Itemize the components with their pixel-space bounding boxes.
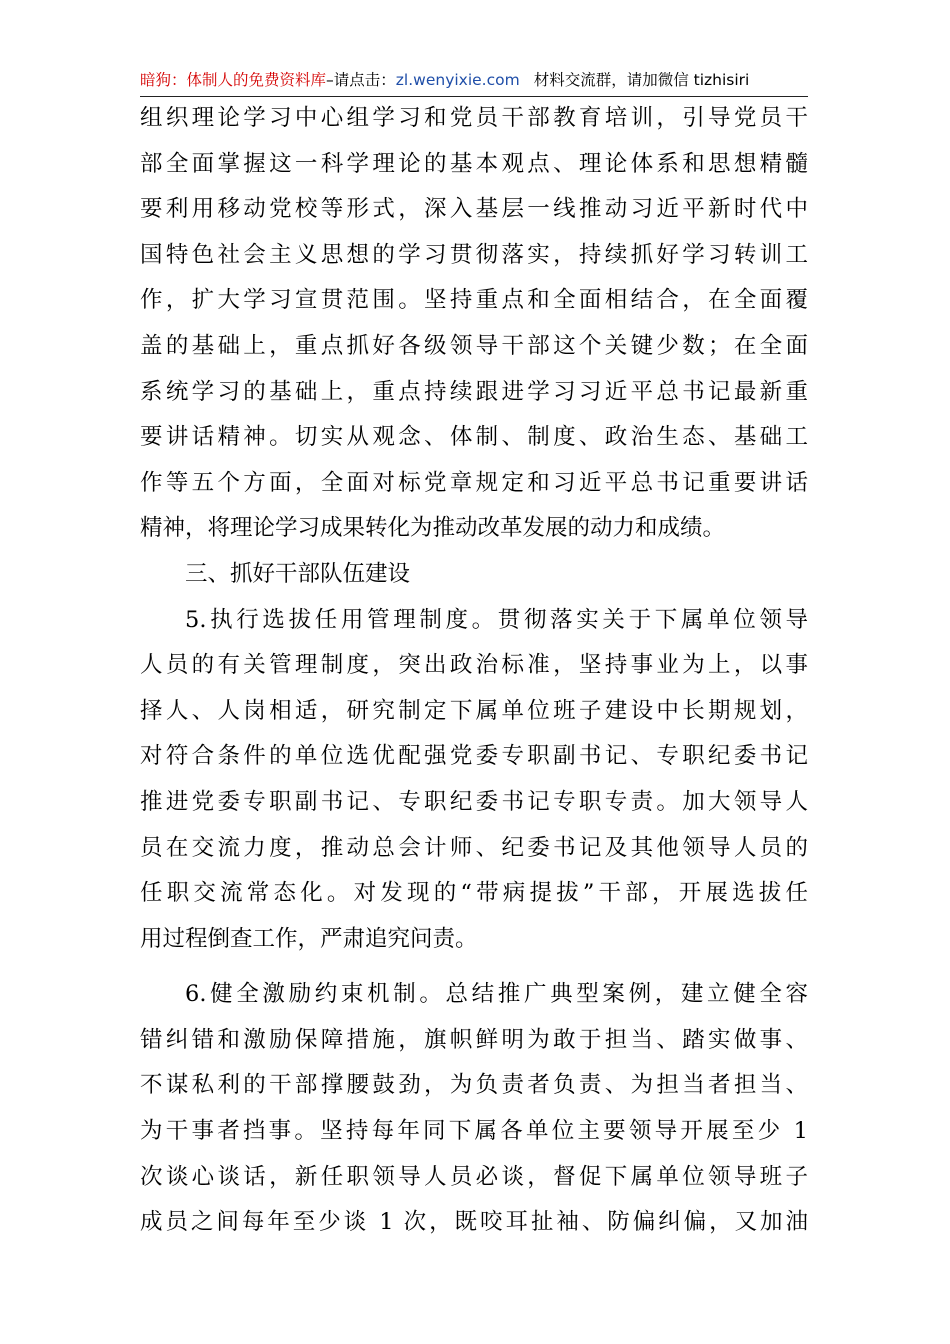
body-text [140,96,808,1246]
text-line: 作，扩大学习宣贯范围。坚持重点和全面相结合，在全面覆 [140,287,808,314]
text-line: 任职交流常态化。对发现的“带病提拔”干部，开展选拔任 [140,880,808,907]
header-link[interactable]: zl.wenyixie.com [395,71,520,89]
text-line: 人员的有关管理制度，突出政治标准，坚持事业为上，以事 [140,652,808,679]
header-click-prompt: 请点击： [333,71,396,89]
text-line: 员在交流力度，推动总会计师、纪委书记及其他领导人员的 [140,834,808,861]
text-line: 组织理论学习中心组学习和党员干部教育培训，引导党员干 [140,105,808,131]
text-line: 用过程倒查工作，严肃追究问责。 [140,925,478,952]
text-line: 推进党委专职副书记、专职纪委书记专职专责。加大领导人 [140,788,808,815]
header-separator: – [326,71,334,89]
paragraph-first-line: 6.健全激励约束机制。总结推广典型案例，建立健全容 [185,981,808,1008]
text-line: 不谋私利的干部撑腰鼓劲，为负责者负责、为担当者担当、 [140,1072,808,1099]
text-line: 次谈心谈话，新任职领导人员必谈，督促下属单位领导班子 [140,1163,808,1190]
text-line: 成员之间每年至少谈 1 次，既咬耳扯袖、防偏纠偏，又加油 [140,1209,808,1236]
text-line: 为干事者挡事。坚持每年同下属各单位主要领导开展至少 1 [140,1118,808,1145]
text-line: 错纠错和激励保障措施，旗帜鲜明为敢于担当、踏实做事、 [140,1026,808,1053]
text-line: 精神，将理论学习成果转化为推动改革发展的动力和成绩。 [140,515,726,542]
text-line: 要讲话精神。切实从观念、体制、制度、政治生态、基础工 [140,424,808,451]
text-line: 国特色社会主义思想的学习贯彻落实，持续抓好学习转训工 [140,241,808,268]
header-brand: 暗狗：体制人的免费资料库 [140,71,327,89]
text-line: 择人、人岗相适，研究制定下属单位班子建设中长期规划， [140,697,808,724]
text-line: 盖的基础上，重点抓好各级领导干部这个关键少数；在全面 [140,332,808,359]
text-line: 系统学习的基础上，重点持续跟进学习习近平总书记最新重 [140,378,808,405]
header-group-info: 材料交流群，请加微信 tizhisiri [533,71,750,89]
section-heading: 三、抓好干部队伍建设 [185,560,411,587]
paragraph-gap [140,962,808,972]
text-line: 要利用移动党校等形式，深入基层一线推动习近平新时代中 [140,196,808,223]
text-line: 作等五个方面，全面对标党章规定和习近平总书记重要讲话 [140,469,808,496]
text-line: 对符合条件的单位选优配强党委专职副书记、专职纪委书记 [140,743,808,770]
page-header [140,64,808,97]
text-line: 部全面掌握这一科学理论的基本观点、理论体系和思想精髓 [140,150,808,177]
paragraph-first-line: 5.执行选拔任用管理制度。贯彻落实关于下属单位领导 [185,606,808,633]
